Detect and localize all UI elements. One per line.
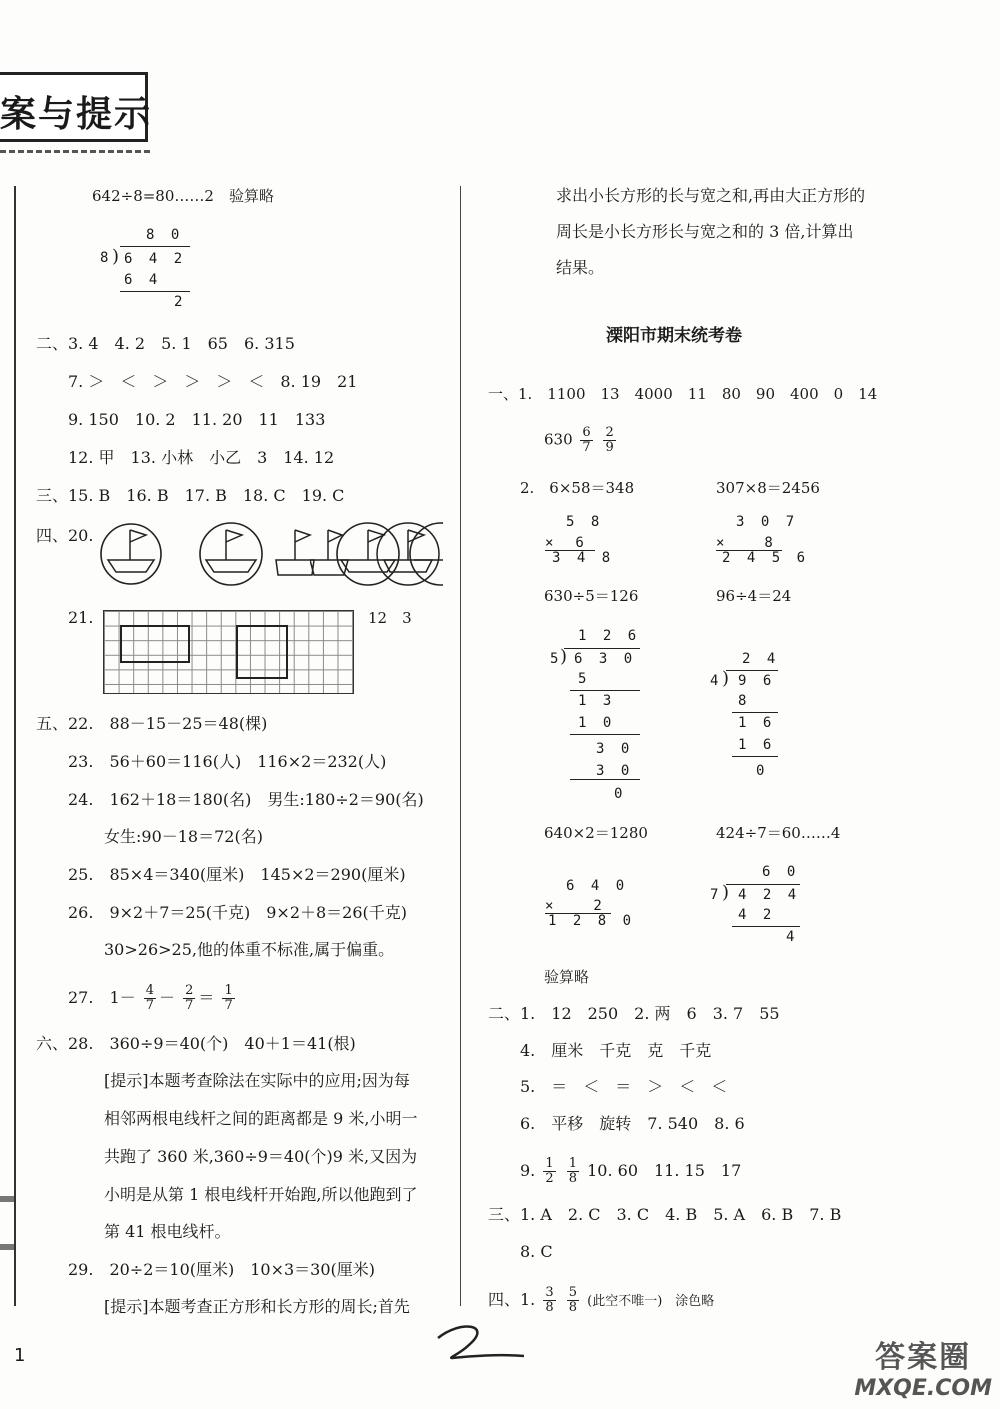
- value: 630: [544, 430, 573, 449]
- sub-line: [570, 779, 640, 780]
- answer-line: 26. 9×2＋7＝25(千克) 9×2＋8＝26(千克): [68, 903, 408, 922]
- mult-top: 5 8: [566, 514, 604, 530]
- step: 5: [578, 671, 591, 687]
- division-bar: [120, 246, 190, 247]
- dividend: 4 2 4: [738, 887, 801, 903]
- column-divider: [460, 186, 461, 1306]
- division-bracket: ): [560, 646, 568, 667]
- circle-boat-1: [100, 520, 160, 588]
- answer-line: [544, 426, 619, 455]
- fraction: $\frac{6}{7}$: [582, 425, 591, 455]
- division-bracket: ): [722, 882, 730, 903]
- answer-line: 12 3: [368, 609, 412, 627]
- remainder: 2: [174, 294, 187, 310]
- answer-line: 8. C: [520, 1242, 553, 1261]
- sub-line: [570, 690, 640, 691]
- expression-start: 27. 1－: [68, 988, 136, 1007]
- answer-line: 五、22. 88－15－25＝48(棵): [36, 714, 268, 733]
- sub-line: [570, 734, 640, 735]
- answer-line: 29. 20÷2＝10(厘米) 10×3＝30(厘米): [68, 1260, 376, 1279]
- mult-multiplier: × 6: [545, 535, 588, 551]
- fraction: $\frac{2}{9}$: [605, 425, 614, 455]
- hint-line: 相邻两根电线杆之间的距离都是 9 米,小明一: [104, 1109, 418, 1128]
- header-divider: [0, 150, 150, 153]
- sub-line: [732, 926, 800, 927]
- answer-line: 一、1. 1100 13 4000 11 80 90 400 0 14: [488, 385, 878, 403]
- section-label: 二、3.: [36, 334, 84, 353]
- mult-result: 2 4 5 6: [722, 550, 810, 566]
- step: 1 3: [578, 693, 616, 709]
- answer-line: 6. 平移 旋转 7. 540 8. 6: [520, 1114, 745, 1133]
- hint-line: 小明是从第 1 根电线杆开始跑,所以他跑到了: [104, 1185, 418, 1204]
- dividend: 6 3 0: [574, 651, 637, 667]
- handwritten-mark: [430, 1318, 530, 1362]
- answer-line: [488, 1286, 714, 1315]
- quotient: 1 2 6: [578, 628, 641, 644]
- sub-line: [732, 712, 778, 713]
- answer-rest: 10. 60 11. 15 17: [587, 1161, 742, 1180]
- question-number: 9.: [520, 1161, 536, 1180]
- text-line: 周长是小长方形长与宽之和的 3 倍,计算出: [556, 222, 854, 241]
- answer-line: 5. ＝ ＜ ＝ ＞ ＜ ＜: [520, 1077, 728, 1096]
- step: 1 0: [578, 715, 616, 731]
- answer-line: 12. 甲 13. 小林 小乙 3 14. 12: [68, 448, 335, 467]
- remainder: 4: [786, 929, 799, 945]
- subtrahend: 6 4: [124, 272, 162, 288]
- answer-line: 女生:90－18＝72(名): [104, 827, 263, 846]
- square-shape: [236, 625, 288, 679]
- step: 3 0: [578, 741, 634, 757]
- mult-result: 1 2 8 0: [548, 913, 636, 929]
- answer-line: [520, 1157, 741, 1186]
- answer-line: 630÷5＝126: [544, 587, 639, 605]
- question-number: 21.: [68, 608, 94, 627]
- answer-line: 二、1. 12 250 2. 两 6 3. 7 55: [488, 1004, 780, 1023]
- answer-line: 23. 56＋60＝116(人) 116×2＝232(人): [68, 752, 387, 771]
- text-line: 结果。: [556, 258, 605, 277]
- fraction: $\frac{1}{7}$: [224, 983, 233, 1013]
- division-bracket: ): [722, 668, 730, 689]
- boat-flag-figures-right: [310, 520, 450, 588]
- text-line: 求出小长方形的长与宽之和,再由大正方形的: [556, 186, 866, 205]
- division-bracket: ): [112, 246, 120, 267]
- answer-line: 96÷4＝24: [716, 587, 792, 605]
- answer-rest: (此空不唯一) 涂色略: [587, 1294, 715, 1309]
- answer-line: 四、20.: [36, 526, 94, 545]
- sub-line: [732, 756, 778, 757]
- rectangle-shape: [120, 625, 190, 663]
- fraction: $\frac{4}{7}$: [145, 983, 155, 1013]
- watermark-logo: 答案圈 MXQE.COM: [854, 1340, 992, 1401]
- step: 0: [578, 786, 627, 802]
- mult-top: 6 4 0: [566, 878, 629, 894]
- mult-multiplier: × 8: [716, 535, 777, 551]
- division-bar: [726, 884, 800, 885]
- answer-line: 642÷8=80……2 验算略: [92, 187, 274, 205]
- answer-line: 4. 厘米 千克 克 千克: [520, 1041, 712, 1060]
- step: 8: [738, 693, 751, 709]
- step: 1 6: [738, 715, 776, 731]
- answer-line: 307×8＝2456: [716, 479, 820, 497]
- margin-tab: [0, 1244, 14, 1250]
- mult-multiplier: × 2: [545, 898, 606, 914]
- answer-line: 9. 150 10. 2 11. 20 11 133: [68, 410, 326, 429]
- quotient: 6 0: [762, 864, 800, 880]
- divisor: 7: [710, 887, 723, 903]
- mult-result: 3 4 8: [552, 550, 615, 566]
- margin-tab: [0, 1196, 14, 1202]
- quotient: 2 4: [742, 651, 780, 667]
- answer-line: 三、15. B 16. B 17. B 18. C 19. C: [36, 486, 345, 505]
- step: 1 6: [738, 737, 776, 753]
- exam-title: 溧阳市期末统考卷: [606, 326, 742, 346]
- answer-line: 7. ＞ ＜ ＞ ＞ ＞ ＜ 8. 19 21: [68, 372, 358, 391]
- hint-line: [提示]本题考查除法在实际中的应用;因为每: [104, 1071, 410, 1090]
- answer-line: 30>26>25,他的体重不标准,属于偏重。: [104, 940, 395, 959]
- page-number: 1: [14, 1345, 26, 1366]
- fraction: $\frac{3}{8}$: [545, 1285, 554, 1315]
- answer-line: 2. 6×58＝348: [520, 479, 635, 497]
- left-margin-line: [14, 186, 16, 1306]
- division-bar: [564, 648, 640, 649]
- answer-line: 640×2＝1280: [544, 824, 648, 842]
- hint-line: 共跑了 360 米,360÷9＝40(个)9 米,又因为: [104, 1147, 418, 1166]
- fraction: $\frac{5}{8}$: [568, 1285, 578, 1315]
- division-bar: [726, 670, 778, 671]
- answer-line: 24. 162＋18＝180(名) 男生:180÷2＝90(名): [68, 790, 424, 809]
- answer-line: 三、1. A 2. C 3. C 4. B 5. A 6. B 7. B: [488, 1205, 842, 1224]
- divisor: 4: [710, 673, 723, 689]
- answer-line: 六、28. 360÷9＝40(个) 40＋1＝41(根): [36, 1034, 356, 1053]
- dividend: 6 4 2: [124, 251, 187, 267]
- step: 3 0: [578, 763, 634, 779]
- page-title: 案与提示: [0, 94, 153, 135]
- answer-line: 27. 1－ $\frac{4}{7}$ － $\frac{2}{7}$ ＝ $\frac{1}{7}$: [68, 983, 233, 1013]
- step: 0: [738, 763, 769, 779]
- check-note: 验算略: [544, 968, 590, 986]
- divisor: 8: [100, 250, 113, 266]
- dividend: 9 6: [738, 673, 776, 689]
- hint-line: [提示]本题考查正方形和长方形的周长;首先: [104, 1297, 410, 1316]
- mult-top: 3 0 7: [736, 514, 799, 530]
- fraction: $\frac{2}{7}$: [185, 983, 194, 1013]
- fraction: $\frac{1}{2}$: [545, 1156, 554, 1186]
- sub-line: [120, 291, 190, 292]
- quotient: 8 0: [146, 227, 184, 243]
- answer-line: 424÷7＝60……4: [716, 824, 841, 842]
- subtrahend: 4 2: [738, 907, 776, 923]
- divisor: 5: [550, 651, 563, 667]
- answer-line: 25. 85×4＝340(厘米) 145×2＝290(厘米): [68, 865, 406, 884]
- fraction: $\frac{1}{8}$: [568, 1156, 578, 1186]
- question-number: 四、1.: [488, 1290, 536, 1309]
- answer-line: 4 4. 2 5. 1 65 6. 315: [88, 334, 295, 353]
- hint-line: 第 41 根电线杆。: [104, 1222, 231, 1241]
